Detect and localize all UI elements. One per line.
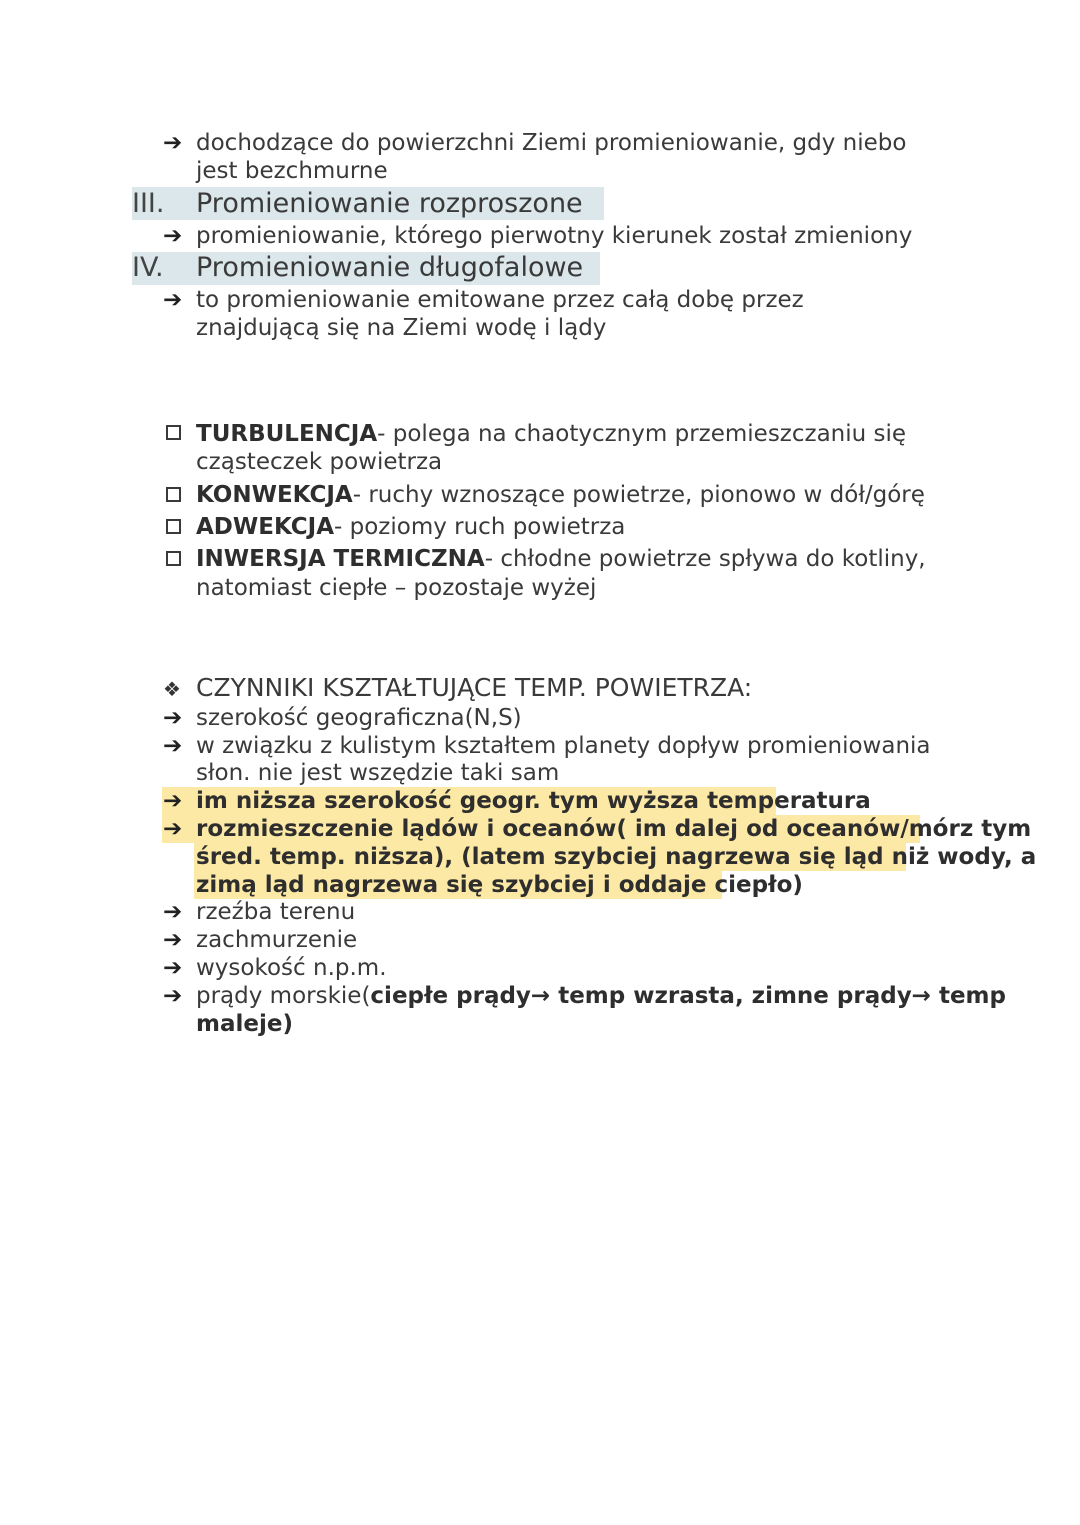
turbulencja-definition: - polega na chaotycznym przemieszczaniu się <box>377 421 907 447</box>
factor-land-ocean-line-3: zimą ląd nagrzewa się szybciej i oddaje ciepło) <box>196 872 803 898</box>
checkbox-icon <box>166 425 181 440</box>
arrow-icon: ➔ <box>163 927 183 953</box>
inversion-item-line-2: natomiast ciepłe – pozostaje wyżej <box>196 575 597 601</box>
arrow-icon: ➔ <box>163 733 183 759</box>
arrow-icon: ➔ <box>163 983 183 1009</box>
inwersja-definition: - chłodne powietrze spływa do kotliny, <box>484 546 926 572</box>
konwekcja-definition: - ruchy wznoszące powietrze, pionowo w dół/górę <box>352 482 925 508</box>
factor-relief: rzeźba terenu <box>196 899 356 925</box>
turbulence-item-line-1 <box>196 420 906 448</box>
factor-land-ocean-line-2: śred. temp. niższa), (latem szybciej nagrzewa się ląd niż wody, a <box>196 844 1037 870</box>
adwekcja-definition: - poziomy ruch powietrza <box>334 514 626 540</box>
factor-cloudiness: zachmurzenie <box>196 927 358 953</box>
currents-label: prądy morskie( <box>196 983 371 1009</box>
factor-latitude-rule: im niższa szerokość geogr. tym wyższa temperatura <box>196 788 871 814</box>
term-konwekcja: KONWEKCJA <box>196 482 353 508</box>
factor-land-ocean-line-1: rozmieszczenie lądów i oceanów( im dalej od oceanów/mórz tym <box>196 816 1032 842</box>
currents-effect: ciepłe prądy→ temp wzrasta, zimne prądy→ temp <box>370 983 1006 1009</box>
section-numeral-iv: IV. <box>132 252 164 283</box>
longwave-radiation-desc-line-2: znajdującą się na Ziemi wodę i lądy <box>196 315 607 341</box>
inversion-item-line-1 <box>196 545 926 573</box>
factor-currents-line-1 <box>196 982 1006 1010</box>
factor-currents-line-2: maleje) <box>196 1011 293 1037</box>
checkbox-icon <box>166 519 181 534</box>
longwave-radiation-heading: Promieniowanie długofalowe <box>196 252 584 283</box>
arrow-icon: ➔ <box>163 223 183 249</box>
direct-radiation-desc-line-2: jest bezchmurne <box>196 158 388 184</box>
arrow-icon: ➔ <box>163 955 183 981</box>
longwave-radiation-desc-line-1: to promieniowanie emitowane przez całą dobę przez <box>196 287 804 313</box>
factor-sphere-line-2: słon. nie jest wszędzie taki sam <box>196 760 560 786</box>
term-inwersja: INWERSJA TERMICZNA <box>196 546 485 572</box>
arrow-icon: ➔ <box>163 287 183 313</box>
term-turbulencja: TURBULENCJA <box>196 421 378 447</box>
convection-item <box>196 481 925 509</box>
diamond-bullet-icon: ❖ <box>163 677 181 701</box>
factor-altitude: wysokość n.p.m. <box>196 955 387 981</box>
checkbox-icon <box>166 551 181 566</box>
section-numeral-iii: III. <box>132 188 165 219</box>
arrow-icon: ➔ <box>163 816 183 842</box>
diffuse-radiation-heading: Promieniowanie rozproszone <box>196 188 583 219</box>
diffuse-radiation-desc: promieniowanie, którego pierwotny kierunek został zmieniony <box>196 223 913 249</box>
temperature-factors-heading: CZYNNIKI KSZTAŁTUJĄCE TEMP. POWIETRZA: <box>196 673 753 702</box>
advection-item <box>196 513 625 541</box>
arrow-icon: ➔ <box>163 899 183 925</box>
arrow-icon: ➔ <box>163 788 183 814</box>
direct-radiation-desc-line-1: dochodzące do powierzchni Ziemi promieniowanie, gdy niebo <box>196 130 907 156</box>
checkbox-icon <box>166 487 181 502</box>
turbulence-item-line-2: cząsteczek powietrza <box>196 449 443 475</box>
arrow-icon: ➔ <box>163 130 183 156</box>
term-adwekcja: ADWEKCJA <box>196 514 334 540</box>
factor-latitude: szerokość geograficzna(N,S) <box>196 705 522 731</box>
arrow-icon: ➔ <box>163 705 183 731</box>
factor-sphere-line-1: w związku z kulistym kształtem planety dopływ promieniowania <box>196 733 931 759</box>
